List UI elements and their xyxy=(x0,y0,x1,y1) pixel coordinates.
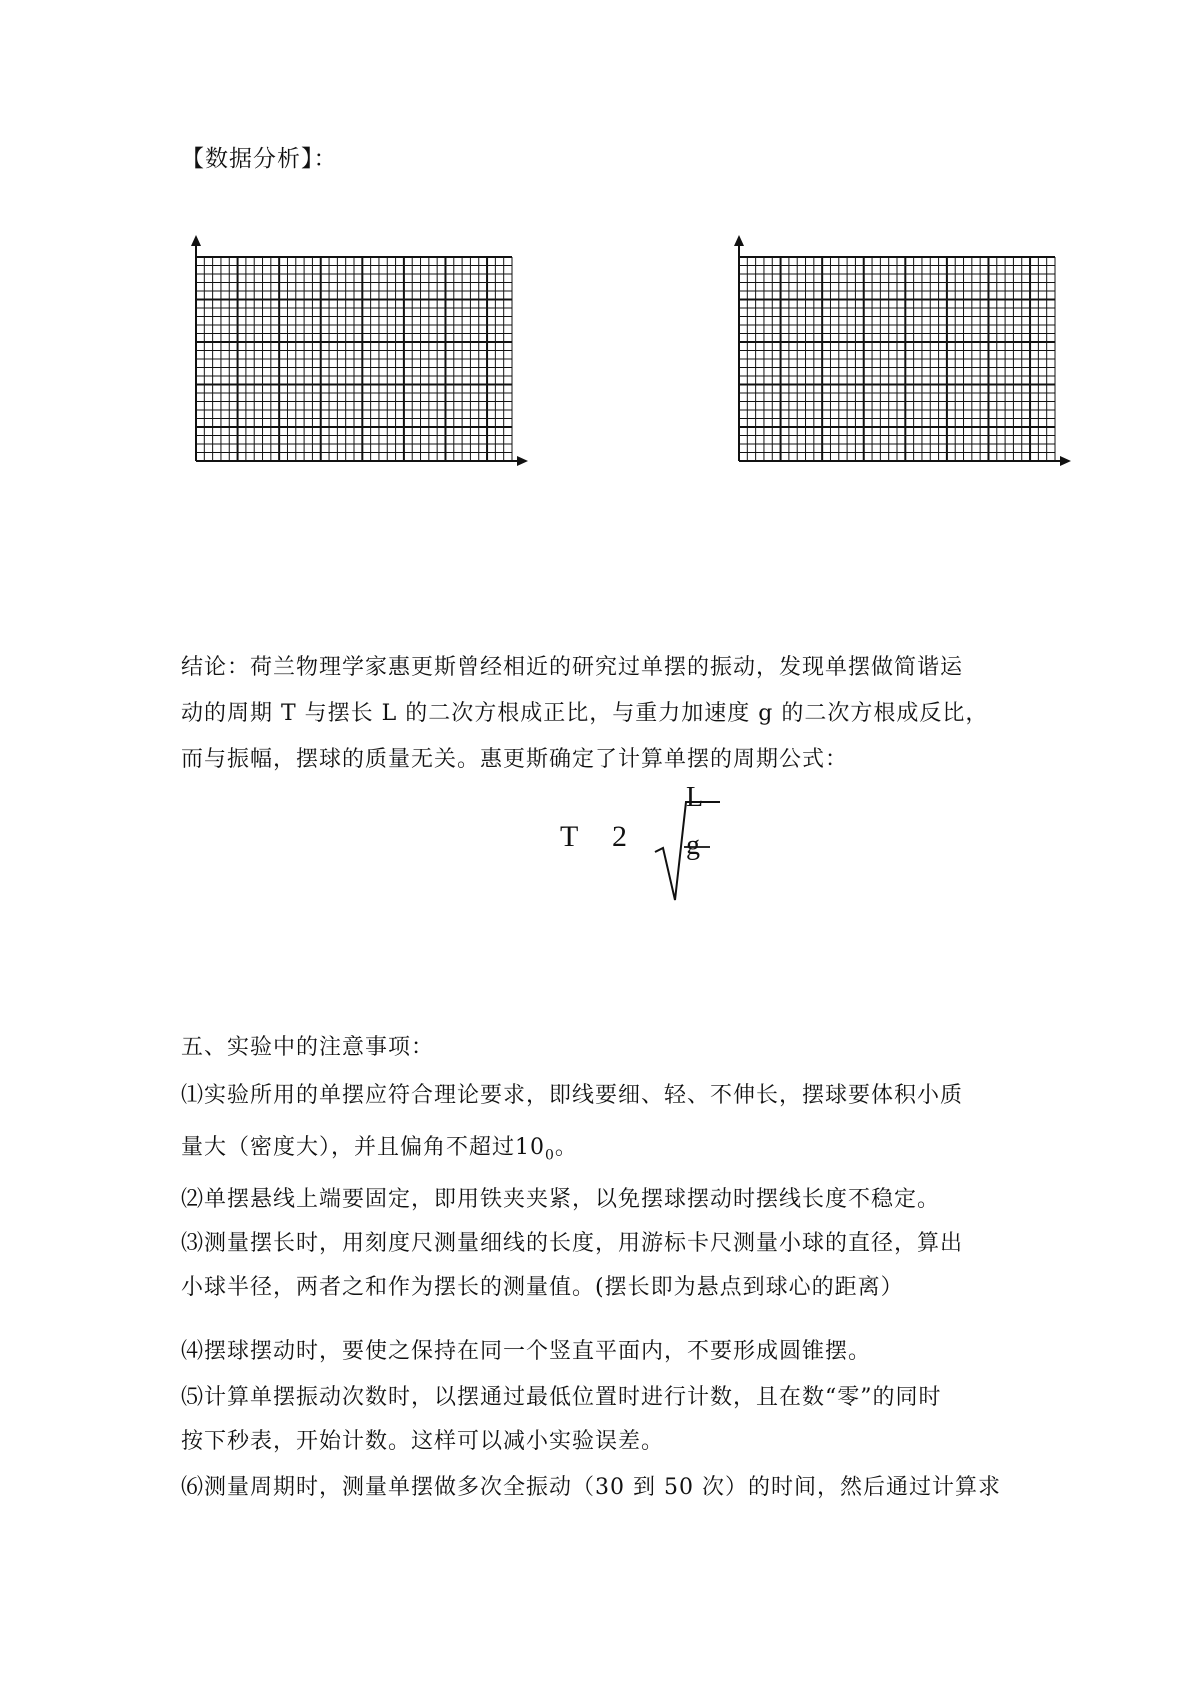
note-item-3-cont: 小球半径，两者之和作为摆长的测量值。(摆长即为悬点到球心的距离） xyxy=(181,1275,904,1300)
conclusion-line: 而与振幅，摆球的质量无关。惠更斯确定了计算单摆的周期公式： xyxy=(181,747,849,772)
square-root-sign xyxy=(560,790,730,905)
section-heading: 【数据分析】： xyxy=(181,146,338,172)
section5-title: 五、实验中的注意事项： xyxy=(181,1035,435,1060)
note-text: 量大（密度大），并且偏角不超过10 xyxy=(181,1135,545,1160)
note-text: 。 xyxy=(554,1135,578,1160)
note-item-5: ⑸计算单摆振动次数时，以摆通过最低位置时进行计数，且在数“零”的同时 xyxy=(181,1385,942,1410)
formula-denominator: g xyxy=(686,830,700,861)
degree-mark: 0 xyxy=(545,1147,555,1164)
note-item-1-cont xyxy=(181,1130,1041,1163)
note-item-4: ⑷摆球摆动时，要使之保持在同一个竖直平面内，不要形成圆锥摆。 xyxy=(181,1339,872,1364)
formula-T: T xyxy=(560,820,579,853)
note-item-1: ⑴实验所用的单摆应符合理论要求，即线要细、轻、不伸长，摆球要体积小质 xyxy=(181,1083,964,1108)
note-item-6: ⑹测量周期时，测量单摆做多次全振动（30 到 50 次）的时间，然后通过计算求 xyxy=(181,1475,1001,1500)
period-formula xyxy=(560,782,730,905)
note-item-5-cont: 按下秒表，开始计数。这样可以减小实验误差。 xyxy=(181,1429,665,1454)
conclusion-paragraph xyxy=(181,645,1021,783)
x-axis-arrow-icon xyxy=(1060,456,1071,466)
y-axis-arrow-icon xyxy=(191,235,201,246)
blank-graph-grid-left xyxy=(190,235,530,475)
note-item-3: ⑶测量摆长时，用刻度尺测量细线的长度，用游标卡尺测量小球的直径，算出 xyxy=(181,1231,964,1256)
conclusion-line: 动的周期 T 与摆长 L 的二次方根成正比，与重力加速度 g 的二次方根成反比， xyxy=(181,701,989,726)
formula-two: 2 xyxy=(612,820,627,853)
y-axis-arrow-icon xyxy=(734,235,744,246)
blank-graph-grid-right xyxy=(733,235,1073,475)
x-axis-arrow-icon xyxy=(517,456,528,466)
note-item-2: ⑵单摆悬线上端要固定，即用铁夹夹紧，以免摆球摆动时摆线长度不稳定。 xyxy=(181,1187,941,1212)
conclusion-line: 结论：荷兰物理学家惠更斯曾经相近的研究过单摆的振动，发现单摆做简谐运 xyxy=(181,655,964,680)
formula-numerator: L xyxy=(686,782,704,813)
